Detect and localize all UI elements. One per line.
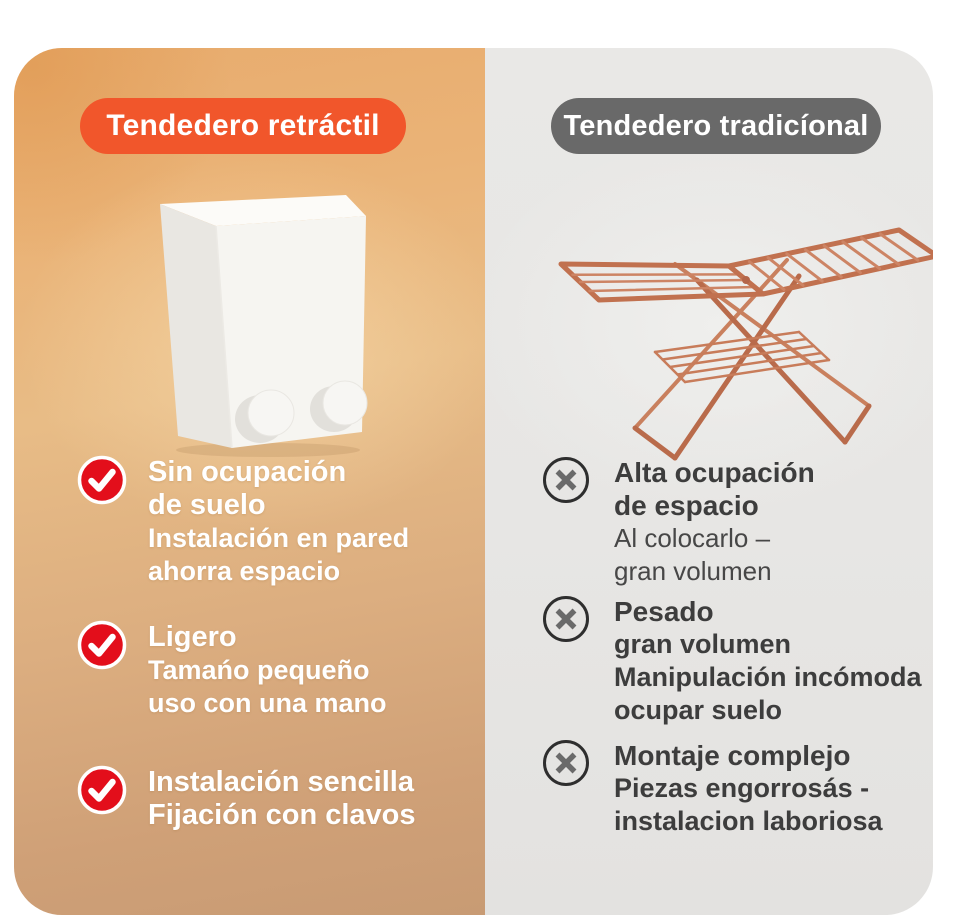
benefit-line: Fijación con clavos [148,799,416,831]
drawback-text [614,739,883,838]
panel-retractable [14,48,485,915]
benefit-text [148,455,409,588]
benefit-row [77,455,409,588]
drawback-line: Alta ocupación [614,457,815,488]
benefit-line: Sin ocupación [148,456,347,488]
drawback-line: de espacio [614,490,759,521]
traditional-title-label: Tendedero tradicíonal [563,109,869,142]
benefit-line: Instalación sencilla [148,766,414,798]
check-icon [77,765,127,815]
comparison-card [14,48,933,915]
drawback-line: ocupar suelo [614,695,783,725]
benefit-line: de suelo [148,489,266,521]
benefit-line: Instalación en pared [148,523,410,553]
retractable-dryer-image [150,192,372,458]
benefit-line: ahorra espacio [148,556,341,586]
benefit-line: uso con una mano [148,688,387,718]
check-icon [77,455,127,505]
x-icon [542,739,590,787]
benefit-row [77,620,387,720]
retractable-title-badge [80,98,406,154]
drawback-row [542,456,815,588]
drawback-line: Al colocarlo – [614,523,771,553]
panel-traditional [485,48,933,915]
drawback-line: instalacion laboriosa [614,806,883,836]
x-icon [542,595,590,643]
drawback-text [614,456,815,588]
drawback-line: gran volumen [614,629,792,659]
drawback-text [614,595,922,727]
drawback-line: Pesado [614,596,714,627]
benefit-line: Tamańo pequeño [148,655,370,685]
drawback-row [542,739,883,838]
drawback-line: Piezas engorrosás - [614,773,870,803]
retractable-title-label: Tendedero retráctil [106,109,380,142]
drawback-row [542,595,922,727]
x-icon [542,456,590,504]
benefit-text [148,765,416,832]
benefit-row [77,765,416,832]
benefit-text [148,620,387,720]
benefit-line: Ligero [148,621,237,653]
traditional-rack-image [547,220,933,470]
drawback-line: Montaje complejo [614,740,851,771]
drawback-line: Manipulación incómoda [614,662,922,692]
traditional-title-badge [551,98,881,154]
check-icon [77,620,127,670]
drawback-line: gran volumen [614,556,772,586]
